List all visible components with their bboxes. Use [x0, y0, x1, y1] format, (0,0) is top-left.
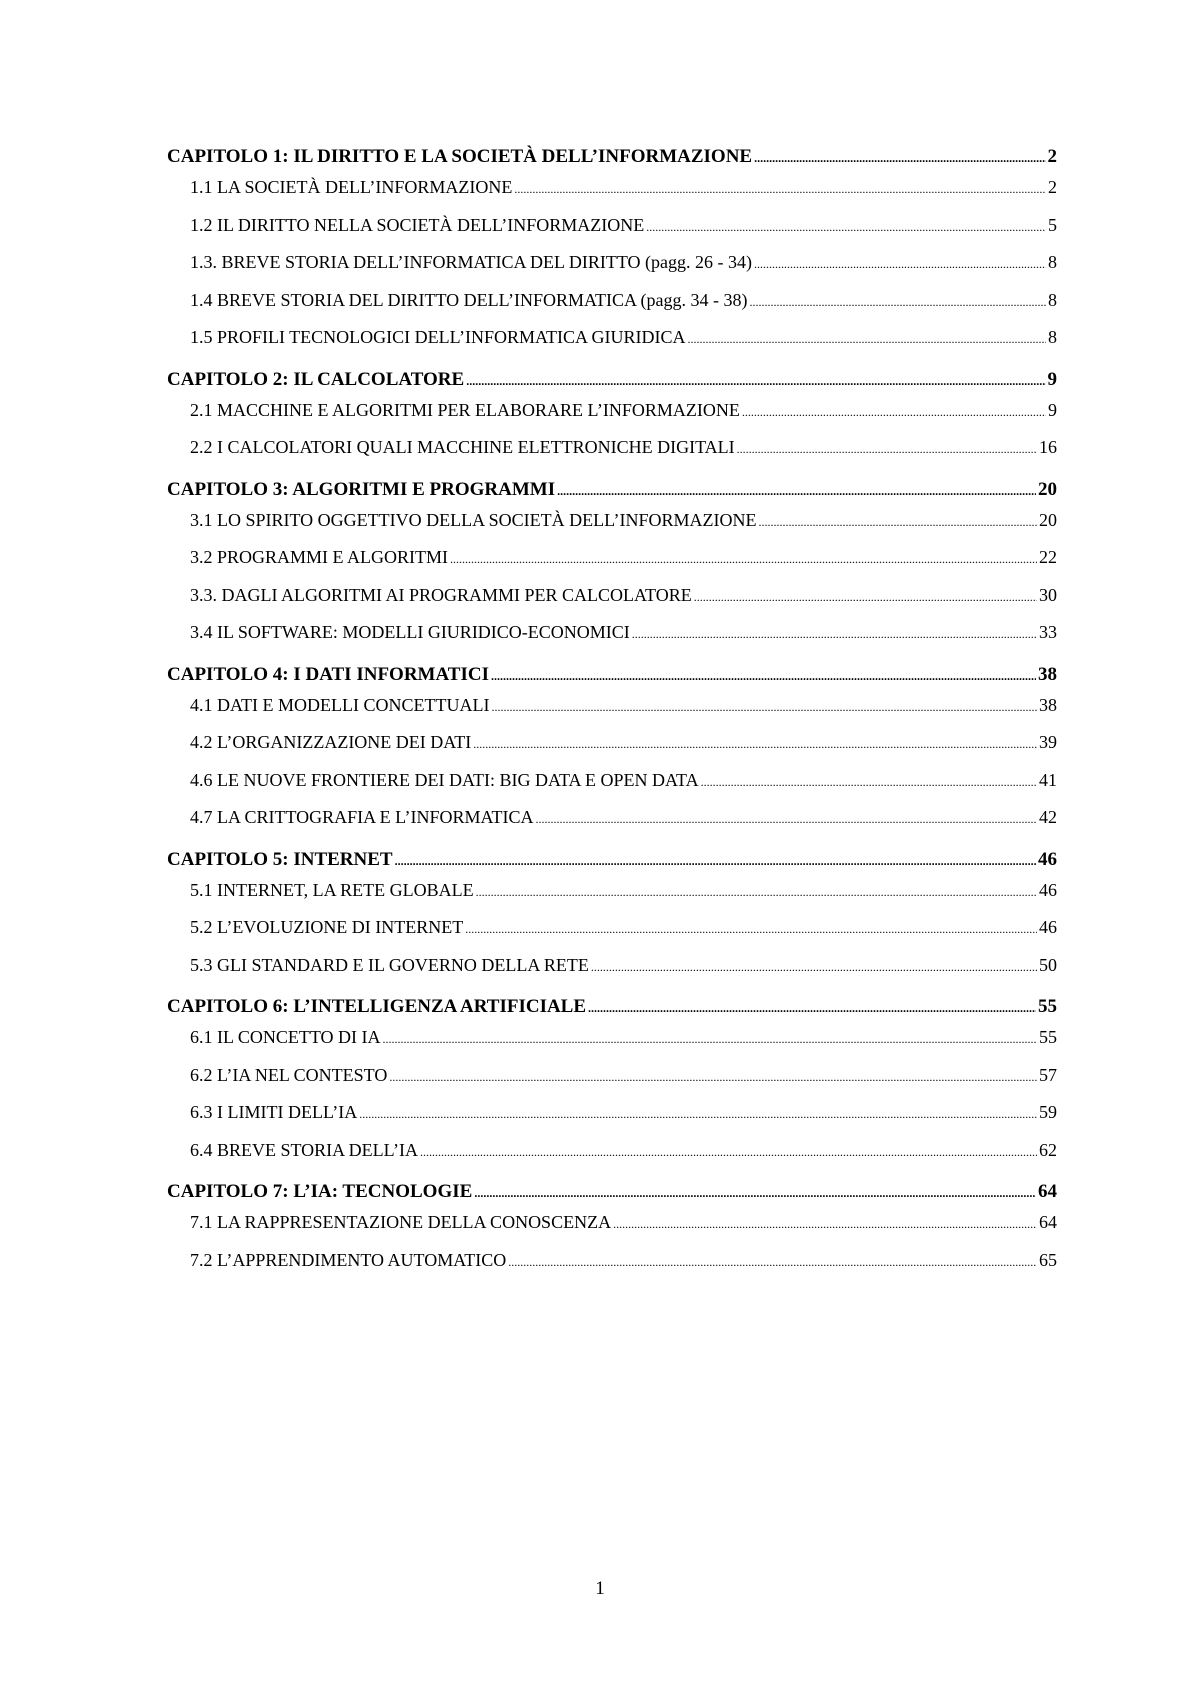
- toc-dot-leader: [632, 622, 1037, 643]
- toc-entry-page-number: 42: [1039, 807, 1057, 827]
- toc-dot-leader: [389, 1065, 1037, 1086]
- toc-entry-title: 6.3 I LIMITI DELL’IA: [190, 1102, 358, 1122]
- toc-section-entry[interactable]: [167, 252, 1057, 290]
- toc-chapter-entry[interactable]: [167, 365, 1057, 400]
- toc-entry-title: CAPITOLO 2: IL CALCOLATORE: [167, 368, 465, 390]
- toc-entry-title: 3.1 LO SPIRITO OGGETTIVO DELLA SOCIETÀ DELL’INFORMAZIONE: [190, 509, 757, 530]
- toc-entry-title: 7.2 L’APPRENDIMENTO AUTOMATICO: [190, 1249, 507, 1270]
- toc-entry-page-number: 8: [1048, 327, 1057, 347]
- toc-dot-leader: [694, 585, 1037, 606]
- toc-entry-page-number: 9: [1048, 399, 1057, 420]
- page-number: 1: [595, 1578, 605, 1599]
- toc-dot-leader: [688, 327, 1046, 348]
- toc-chapter-entry[interactable]: [167, 475, 1057, 510]
- toc-entry-title: CAPITOLO 4: I DATI INFORMATICI: [167, 663, 489, 685]
- toc-section-entry[interactable]: [167, 695, 1057, 733]
- toc-section-entry[interactable]: [167, 510, 1057, 548]
- toc-dot-leader: [476, 880, 1037, 901]
- toc-section-entry[interactable]: [167, 1140, 1057, 1178]
- toc-entry-page-number: 16: [1039, 437, 1057, 457]
- toc-entry-title: 6.2 L’IA NEL CONTESTO: [190, 1064, 388, 1085]
- toc-section-entry[interactable]: [167, 585, 1057, 623]
- toc-entry-title: CAPITOLO 7: L’IA: TECNOLOGIE: [167, 1181, 473, 1202]
- toc-section-entry[interactable]: [167, 327, 1057, 365]
- toc-entry-page-number: 30: [1039, 584, 1057, 605]
- toc-dot-leader: [382, 1027, 1037, 1048]
- toc-section-entry[interactable]: [167, 955, 1057, 993]
- toc-entry-title: CAPITOLO 6: L’INTELLIGENZA ARTIFICIALE: [167, 996, 587, 1017]
- toc-dot-leader: [737, 437, 1037, 458]
- toc-section-entry[interactable]: [167, 880, 1057, 918]
- toc-section-entry[interactable]: [167, 1212, 1057, 1250]
- toc-entry-title: 1.3. BREVE STORIA DELL’INFORMATICA DEL DIRITTO (pagg. 26 - 34): [190, 252, 752, 272]
- toc-entry-page-number: 9: [1047, 368, 1057, 390]
- toc-section-entry[interactable]: [167, 807, 1057, 845]
- toc-entry-page-number: 2: [1048, 177, 1057, 197]
- toc-entry-page-number: 41: [1039, 769, 1057, 790]
- toc-entry-title: 7.1 LA RAPPRESENTAZIONE DELLA CONOSCENZA: [190, 1212, 612, 1232]
- toc-entry-page-number: 46: [1038, 848, 1057, 870]
- toc-entry-page-number: 20: [1039, 509, 1057, 530]
- toc-entry-title: 1.2 IL DIRITTO NELLA SOCIETÀ DELL’INFORMAZIONE: [190, 214, 645, 235]
- toc-dot-leader: [491, 695, 1037, 716]
- toc-entry-title: 3.3. DAGLI ALGORITMI AI PROGRAMMI PER CALCOLATORE: [190, 584, 692, 605]
- toc-section-entry[interactable]: [167, 917, 1057, 955]
- toc-dot-leader: [473, 732, 1037, 753]
- toc-entry-title: CAPITOLO 5: INTERNET: [167, 848, 393, 870]
- toc-entry-title: 1.1 LA SOCIETÀ DELL’INFORMAZIONE: [190, 177, 513, 197]
- table-of-contents: [167, 142, 1057, 1287]
- toc-dot-leader: [613, 1212, 1037, 1233]
- toc-entry-page-number: 46: [1039, 917, 1057, 937]
- toc-section-entry[interactable]: [167, 1102, 1057, 1140]
- toc-entry-page-number: 5: [1048, 214, 1057, 235]
- toc-section-entry[interactable]: [167, 547, 1057, 585]
- toc-entry-page-number: 50: [1039, 954, 1057, 975]
- toc-dot-leader: [466, 369, 1045, 391]
- toc-entry-page-number: 65: [1039, 1249, 1057, 1270]
- toc-entry-title: 5.3 GLI STANDARD E IL GOVERNO DELLA RETE: [190, 954, 589, 975]
- toc-entry-title: 2.2 I CALCOLATORI QUALI MACCHINE ELETTRONICHE DIGITALI: [190, 437, 735, 457]
- toc-dot-leader: [646, 215, 1046, 236]
- toc-entry-page-number: 64: [1039, 1212, 1057, 1232]
- toc-entry-page-number: 2: [1047, 146, 1057, 167]
- toc-section-entry[interactable]: [167, 1250, 1057, 1288]
- toc-entry-page-number: 38: [1039, 694, 1057, 715]
- toc-entry-title: 3.4 IL SOFTWARE: MODELLI GIURIDICO-ECONOMICI: [190, 622, 630, 642]
- toc-entry-page-number: 39: [1039, 732, 1057, 752]
- toc-entry-page-number: 33: [1039, 622, 1057, 642]
- toc-entry-page-number: 38: [1038, 663, 1057, 685]
- toc-entry-page-number: 20: [1038, 478, 1057, 500]
- toc-chapter-entry[interactable]: [167, 1177, 1057, 1212]
- toc-section-entry[interactable]: [167, 290, 1057, 328]
- toc-entry-title: CAPITOLO 1: IL DIRITTO E LA SOCIETÀ DELL’INFORMAZIONE: [167, 146, 753, 167]
- toc-dot-leader: [557, 479, 1036, 501]
- toc-entry-page-number: 22: [1039, 547, 1057, 567]
- toc-dot-leader: [754, 252, 1046, 273]
- toc-entry-page-number: 46: [1039, 879, 1057, 900]
- toc-entry-title: 6.4 BREVE STORIA DELL’IA: [190, 1139, 419, 1160]
- toc-entry-title: 1.5 PROFILI TECNOLOGICI DELL’INFORMATICA GIURIDICA: [190, 327, 686, 347]
- toc-dot-leader: [395, 849, 1036, 871]
- toc-entry-title: 4.7 LA CRITTOGRAFIA E L’INFORMATICA: [190, 807, 534, 827]
- toc-chapter-entry[interactable]: [167, 845, 1057, 880]
- toc-dot-leader: [536, 807, 1037, 828]
- toc-chapter-entry[interactable]: [167, 992, 1057, 1027]
- toc-section-entry[interactable]: [167, 400, 1057, 438]
- toc-dot-leader: [701, 770, 1037, 791]
- toc-section-entry[interactable]: [167, 732, 1057, 770]
- toc-dot-leader: [588, 996, 1036, 1018]
- toc-section-entry[interactable]: [167, 177, 1057, 215]
- toc-entry-page-number: 8: [1048, 289, 1057, 310]
- toc-section-entry[interactable]: [167, 437, 1057, 475]
- toc-entry-title: 6.1 IL CONCETTO DI IA: [190, 1027, 381, 1047]
- toc-entry-title: 4.6 LE NUOVE FRONTIERE DEI DATI: BIG DATA E OPEN DATA: [190, 769, 699, 790]
- toc-entry-title: 4.2 L’ORGANIZZAZIONE DEI DATI: [190, 732, 472, 752]
- toc-dot-leader: [450, 547, 1037, 568]
- toc-dot-leader: [420, 1140, 1037, 1161]
- toc-section-entry[interactable]: [167, 1027, 1057, 1065]
- toc-dot-leader: [749, 290, 1046, 311]
- toc-dot-leader: [514, 177, 1046, 198]
- toc-section-entry[interactable]: [167, 770, 1057, 808]
- toc-dot-leader: [758, 510, 1037, 531]
- toc-section-entry[interactable]: [167, 622, 1057, 660]
- toc-entry-page-number: 55: [1038, 996, 1057, 1017]
- toc-entry-page-number: 55: [1039, 1027, 1057, 1047]
- toc-dot-leader: [754, 146, 1045, 168]
- toc-section-entry[interactable]: [167, 215, 1057, 253]
- toc-dot-leader: [491, 664, 1036, 686]
- toc-chapter-entry[interactable]: [167, 660, 1057, 695]
- toc-entry-title: 5.2 L’EVOLUZIONE DI INTERNET: [190, 917, 464, 937]
- toc-section-entry[interactable]: [167, 1065, 1057, 1103]
- toc-dot-leader: [474, 1181, 1036, 1203]
- toc-entry-title: 1.4 BREVE STORIA DEL DIRITTO DELL’INFORMATICA (pagg. 34 - 38): [190, 289, 748, 310]
- toc-entry-title: CAPITOLO 3: ALGORITMI E PROGRAMMI: [167, 478, 556, 500]
- toc-entry-title: 4.1 DATI E MODELLI CONCETTUALI: [190, 694, 490, 715]
- toc-entry-page-number: 8: [1048, 252, 1057, 272]
- toc-entry-page-number: 64: [1038, 1181, 1057, 1202]
- toc-dot-leader: [742, 400, 1046, 421]
- toc-entry-title: 3.2 PROGRAMMI E ALGORITMI: [190, 547, 449, 567]
- toc-chapter-entry[interactable]: [167, 142, 1057, 177]
- toc-dot-leader: [508, 1250, 1037, 1271]
- toc-dot-leader: [591, 955, 1037, 976]
- toc-entry-page-number: 62: [1039, 1139, 1057, 1160]
- toc-entry-page-number: 59: [1039, 1102, 1057, 1122]
- toc-dot-leader: [359, 1102, 1037, 1123]
- toc-dot-leader: [465, 917, 1037, 938]
- toc-entry-page-number: 57: [1039, 1064, 1057, 1085]
- toc-entry-title: 2.1 MACCHINE E ALGORITMI PER ELABORARE L’INFORMAZIONE: [190, 399, 740, 420]
- toc-entry-title: 5.1 INTERNET, LA RETE GLOBALE: [190, 879, 474, 900]
